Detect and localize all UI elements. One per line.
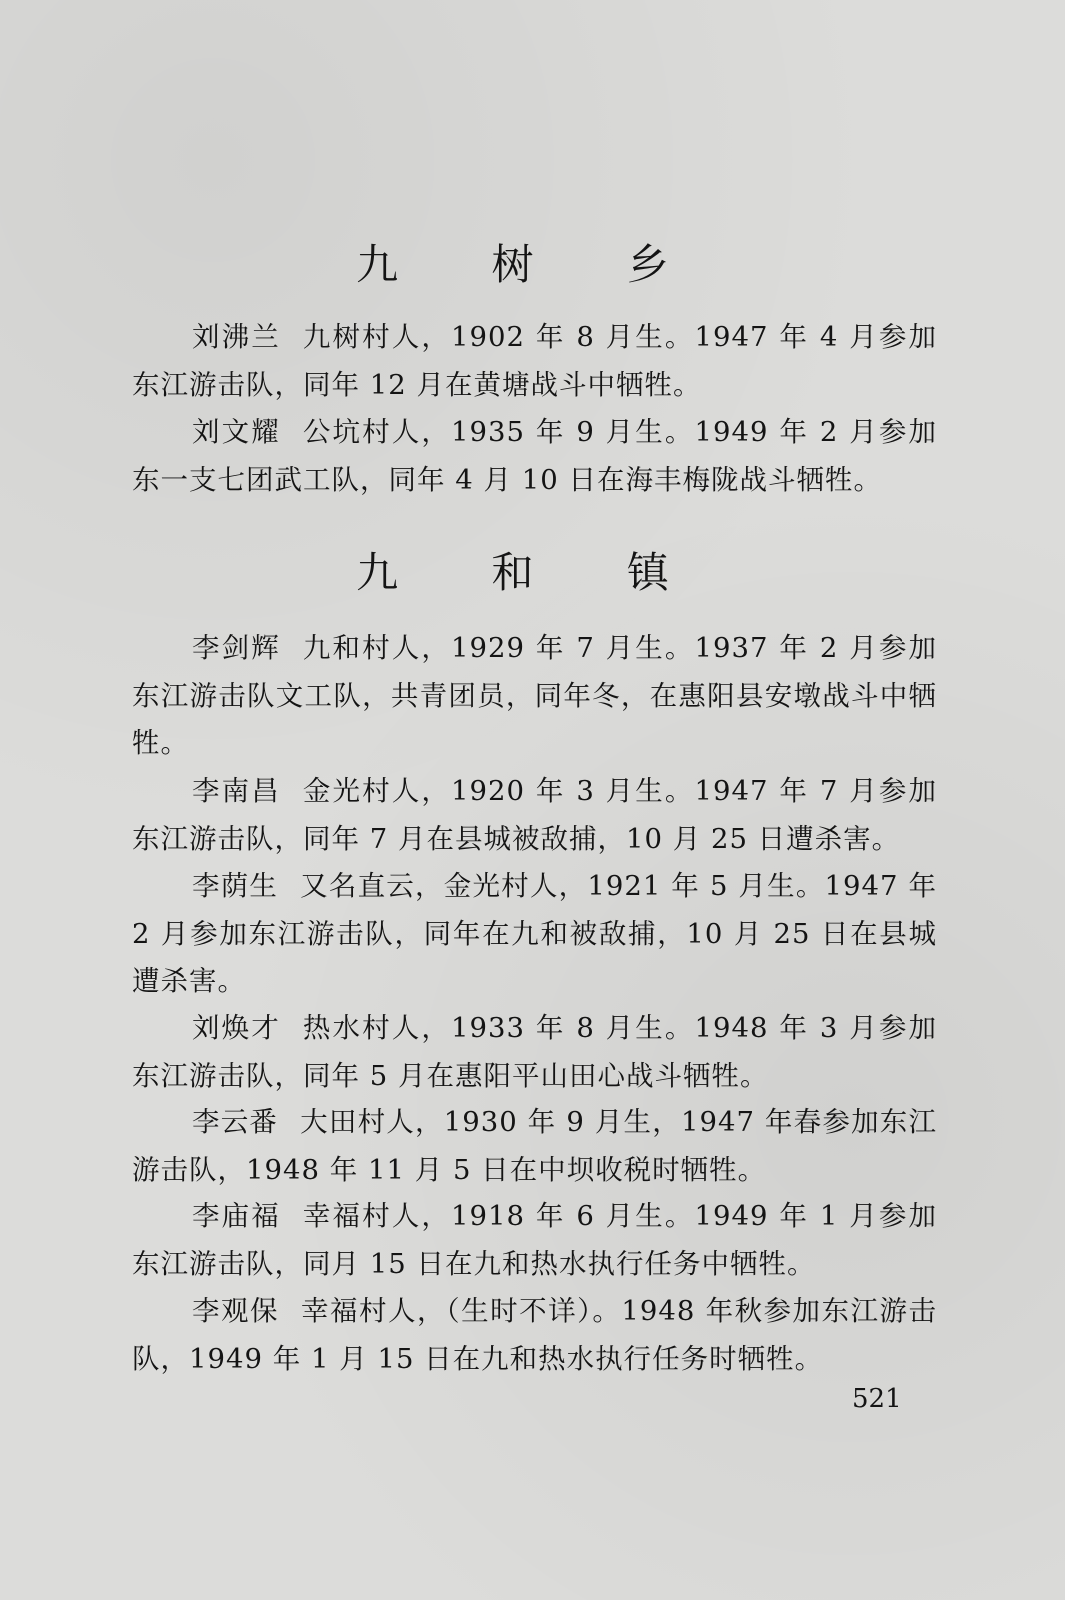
- entry-text: 公坑村人，1935 年 9 月生。1949 年 2 月参加东一支七团武工队，同年 4 月 10 日在海丰梅陇战斗牺牲。: [132, 416, 937, 496]
- entry: [132, 1193, 937, 1288]
- entry-name: 李观保: [192, 1295, 279, 1327]
- page-number: 521: [852, 1384, 902, 1414]
- entry: [132, 314, 937, 409]
- entry-name: 李南昌: [192, 775, 281, 807]
- entry-name: 李剑辉: [192, 632, 281, 664]
- entry-name: 刘沸兰: [192, 321, 281, 353]
- entry: [132, 409, 937, 504]
- entry-text: 九和村人，1929 年 7 月生。1937 年 2 月参加东江游击队文工队，共青团员，同年冬，在惠阳县安墩战斗中牺牲。: [132, 632, 937, 759]
- entry-name: 李庙福: [192, 1200, 281, 1232]
- entry: [132, 1099, 937, 1194]
- entry: [132, 1005, 937, 1100]
- section-title-jiuhe: 九 和 镇: [356, 548, 709, 597]
- entry-text: 幸福村人，1918 年 6 月生。1949 年 1 月参加东江游击队，同月 15 日在九和热水执行任务中牺牲。: [132, 1200, 937, 1280]
- entry: [132, 863, 937, 1006]
- entry-text: 大田村人，1930 年 9 月生，1947 年春参加东江游击队，1948 年 11 月 5 日在中坝收税时牺牲。: [132, 1106, 937, 1186]
- entry: [132, 1288, 937, 1383]
- entry-name: 刘文耀: [192, 416, 281, 448]
- entry-text: 热水村人，1933 年 8 月生。1948 年 3 月参加东江游击队，同年 5 月在惠阳平山田心战斗牺牲。: [132, 1012, 937, 1092]
- entry: [132, 768, 937, 863]
- entry-text: 幸福村人，（生时不详）。1948 年秋参加东江游击队，1949 年 1 月 15 日在九和热水执行任务时牺牲。: [132, 1295, 938, 1375]
- entry-name: 刘焕才: [192, 1012, 281, 1044]
- entry: [132, 625, 937, 768]
- entry-name: 李云番: [192, 1106, 279, 1138]
- entry-text: 又名直云，金光村人，1921 年 5 月生。1947 年 2 月参加东江游击队，同年在九和被敌捕，10 月 25 日在县城遭杀害。: [132, 870, 937, 997]
- entry-name: 李荫生: [192, 870, 279, 902]
- entry-text: 九树村人，1902 年 8 月生。1947 年 4 月参加东江游击队，同年 12 月在黄塘战斗中牺牲。: [132, 321, 937, 401]
- entry-text: 金光村人，1920 年 3 月生。1947 年 7 月参加东江游击队，同年 7 月在县城被敌捕，10 月 25 日遭杀害。: [132, 775, 937, 855]
- section-title-jiushu: 九 树 乡: [356, 240, 709, 289]
